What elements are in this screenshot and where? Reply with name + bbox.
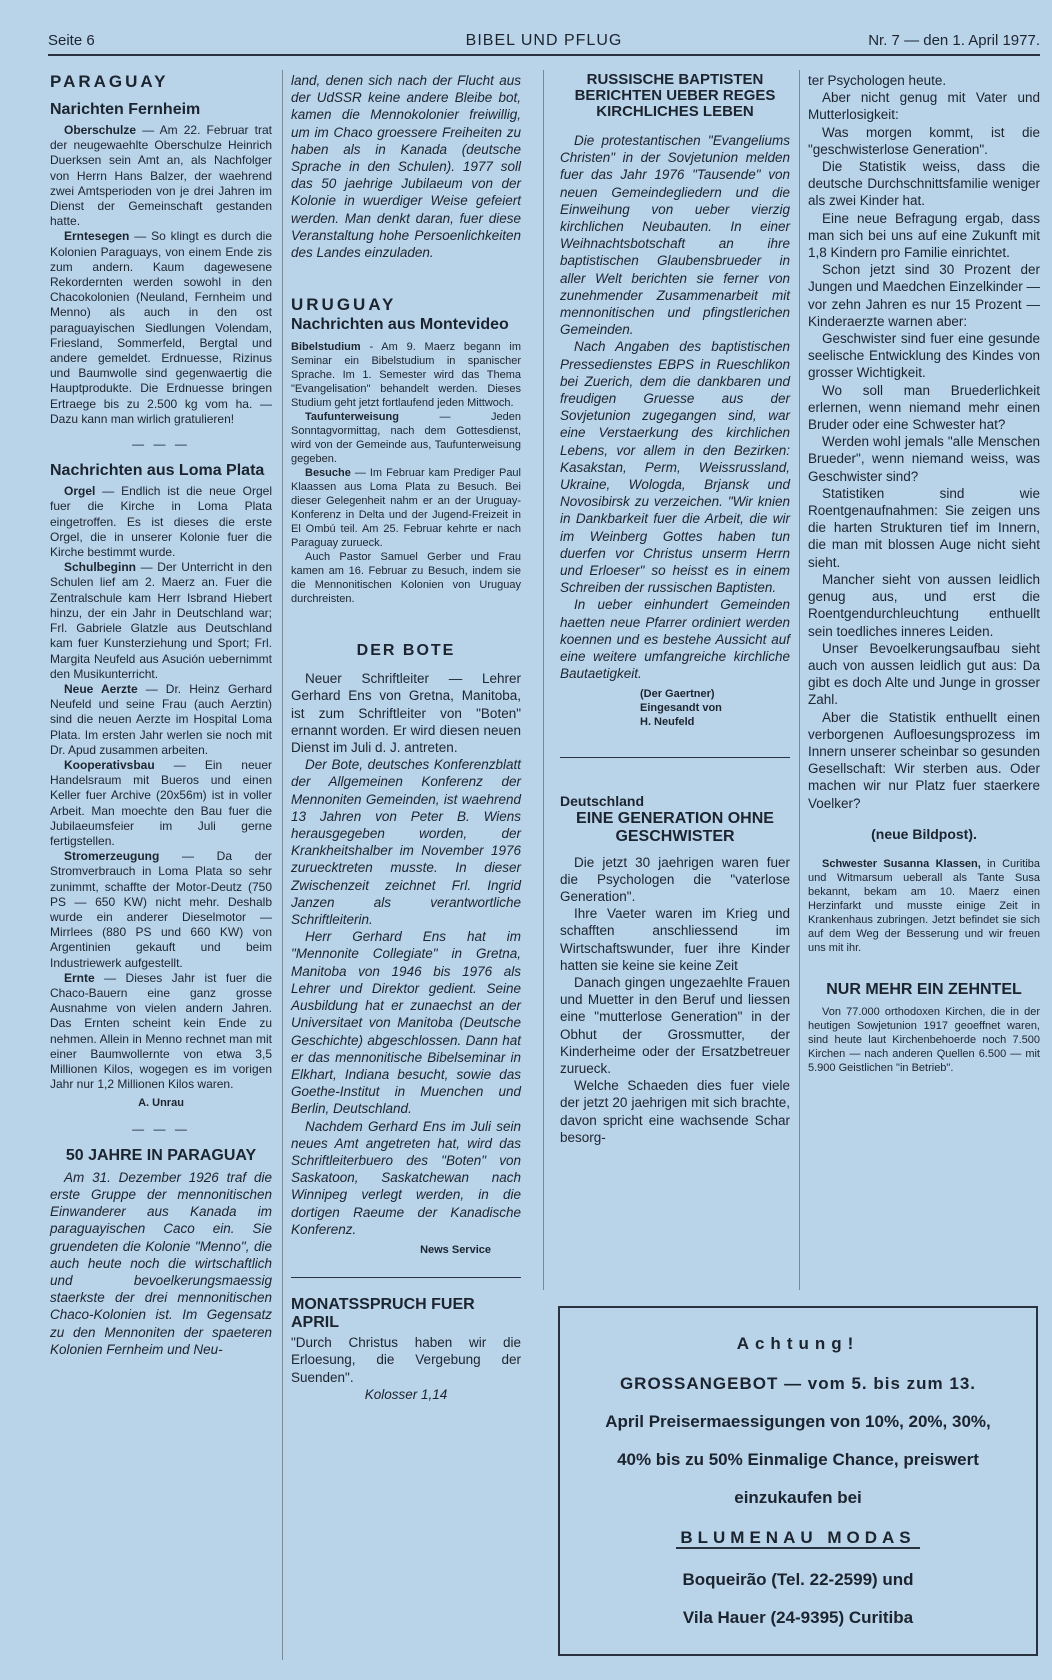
article-paragraph: Auch Pastor Samuel Gerber und Frau kamen am 16. Februar zu Besuch, indem sie die Mennonitischen Kolonien von Uruguay durchreisten.: [291, 551, 521, 606]
source-credit: (Der Gaertner) Eingesandt von H. Neufeld: [640, 687, 722, 728]
article-paragraph: Von 77.000 orthodoxen Kirchen, die in der heutigen Sowjetunion 1917 geoeffnet waren, sind heute laut Kirchenbehoerde noch 7.500 Kirchen — nach anderen Quellen 6.500 — mit 5.900 Geistlichen "in Betrieb".: [808, 1005, 1040, 1074]
page-header: [48, 26, 1040, 56]
article-paragraph: Was morgen kommt, ist die "geschwisterlose Generation".: [808, 124, 1040, 157]
article-paragraph: Herr Gerhard Ens hat im "Mennonite Collegiate" in Gretna, Manitoba von 1946 bis 1976 als Lehrer und Direktor gedient. Seine Ausbildung hat er zunaechst an der Universitaet von Manitoba (Deutsche Geschichte) abgeschlossen. Dann hat er das mennonitische Bibelseminar in Elkhart, Indiana besucht, sowie das Goethe-Institut in Muenchen und Berlin, Deutschland.: [291, 929, 521, 1117]
heading-der-bote: DER BOTE: [356, 642, 456, 660]
article-paragraph: Orgel — Endlich ist die neue Orgel fuer die Kirche in Loma Plata eingetroffen. Es ist dieses die erste Orgel, die in unserer Kolonie fuer die Kirche bestimmt wurde.: [50, 484, 272, 560]
advertisement-box: [558, 1306, 1038, 1656]
column-2: [291, 72, 521, 1403]
article-paragraph: Geschwister sind fuer eine gesunde seelische Entwicklung des Kindes von grosser Wichtigkeit.: [808, 331, 1040, 381]
article-paragraph: In ueber einhundert Gemeinden haetten neue Pfarrer ordiniert werden koennen und es bestehe Aussicht auf eine weitere umfangreiche kirchliche Bautaetigkeit.: [560, 597, 790, 682]
article-paragraph: Schulbeginn — Der Unterricht in den Schulen lief am 2. Maerz an. Fuer die Zentralschule kam Herr Isbrand Hiebert hinzu, der ein Jahr in Deutschland war; Frl. Gabriele Glatzle aus Deutschland kam fuer Kunsterziehung und Sport; Frl. Margita Neufeld aus Asución uebernimmt den Musikunterricht.: [50, 560, 272, 681]
article-paragraph: Der Bote, deutsches Konferenzblatt der Allgemeinen Konferenz der Mennoniten Gemeinden, ist waehrend 13 Jahren von Peter B. Wiens herausgegeben worden, der Krankheitshalber im November 1976 zuruecktreten musste. In dieser Zwischenzeit zeichnet Frl. Ingrid Janzen als verantwortliche Schriftleiterin.: [291, 757, 521, 928]
article-paragraph: Wo soll man Bruederlichkeit erlernen, wenn niemand mehr einen Bruder oder eine Schwester hat?: [808, 382, 1040, 433]
article-paragraph: Welche Schaeden dies fuer viele der jetzt 20 jaehrigen mit sich brachte, davon spricht eine wachsende Schar besorg-: [560, 1078, 790, 1145]
horizontal-rule: [291, 1277, 521, 1278]
news-block: [291, 340, 521, 606]
bible-quote: "Durch Christus haben wir die Erloesung, die Vergebung der Suenden".: [291, 1335, 521, 1385]
article-paragraph: Am 31. Dezember 1926 traf die erste Gruppe der mennonitischen Einwanderer aus Kanada im paraguayischen Caco ein. Sie gruendeten die Kolonie "Menno", die auch heute noch die wirtschaftlich und bevoelkerungsmaessig staerkste der drei mennonitischen Chaco-Kolonien ist. Im Gegensatz zu den Mennoniten der spaeteren Kolonien Fernheim und Neu-: [50, 1169, 272, 1357]
newspaper-title: BIBEL UND PFLUG: [465, 32, 623, 49]
author-signature: A. Unrau: [138, 1097, 184, 1110]
ad-store-name: BLUMENAU MODAS: [560, 1528, 1036, 1548]
article-paragraph: ter Psychologen heute.: [808, 73, 947, 88]
article-paragraph: Statistiken sind wie Roentgenaufnahmen: Sie zeigen uns die harten Strukturen tief im Innern, die man mit blossen Auge nicht sieht sieht.: [808, 485, 1040, 570]
column-4: [808, 72, 1040, 1075]
ad-line: GROSSANGEBOT — vom 5. bis zum 13.: [619, 1374, 977, 1393]
heading-50-jahre: 50 JAHRE IN PARAGUAY: [65, 1146, 257, 1164]
article-paragraph: Erntesegen — So klingt es durch die Kolonien Paraguays, von einem Ende zis zum andern. Kaum dagewesene Rekordernten werden sowohl in den Chacokolonien (Neuland, Fernheim und Menno) als auch in den ost paraguayischen Siedlungen Volendam, Friesland, Sommerfeld, Bergtal und andere gemeldet. Erdnuesse, Rizinus und Baumwolle sind gegenwaertig die Hauptprodukte. Die Erdnuesse bringen Ertraege bis zu 2.500 kg vom ha. — Dazu kann man wirlich gratulieren!: [50, 229, 272, 426]
ad-line: April Preisermaessigungen von 10%, 20%, 30%,: [605, 1412, 991, 1431]
heading-russische-baptisten: RUSSISCHE BAPTISTEN BERICHTEN UEBER REGES KIRCHLICHES LEBEN: [574, 71, 776, 120]
article-paragraph: Besuche — Im Februar kam Prediger Paul Klaassen aus Loma Plata zu Besuch. Bei dieser Gelegenheit nahm er an der Uruguay-Konferenz in Delta und der Jugend-Freizeit in El Ombú teil. Am 25. Februar kehrte er nach Paraguay zurueck.: [291, 467, 521, 550]
section-heading-paraguay: PARAGUAY: [50, 72, 169, 91]
section-heading-uruguay: URUGUAY: [291, 295, 397, 315]
separator: — — —: [132, 437, 190, 452]
article-paragraph: Danach gingen ungezaehlte Frauen und Muetter in den Beruf und liessen eine "mutterlose Generation" in der Obhut der Grossmutter, der Kinderheime oder der Ersatzbetreuer zurueck.: [560, 974, 790, 1076]
issue-date: Nr. 7 — den 1. April 1977.: [868, 32, 1040, 49]
ad-line: Boqueirão (Tel. 22-2599) und: [682, 1570, 914, 1589]
article-paragraph: land, denen sich nach der Flucht aus der UdSSR keine andere Bleibe bot, kamen die Mennokolonier freiwillig, um im Chaco groessere Freiheiten zu haben als in Kanada (deutsche Sprache in den Schulen). 1977 soll das 50 jaehrige Jubilaeum von der Kolonie in wuerdiger Weise gefeiert werden. Man denkt daran, fuer diese Veranstaltung hohe Persoenlichkeiten des Landes einzuladen.: [291, 73, 521, 261]
heading-monatsspruch: MONATSSPRUCH FUER APRIL: [291, 1296, 475, 1332]
column-divider: [799, 70, 800, 1290]
article-paragraph: Stromerzeugung — Da der Stromverbrauch in Loma Plata so sehr zunimmt, schaffte der Motor-Deutz (750 PS — 650 KW) nicht mehr. Deshalb wurde ein anderer Dieselmotor — Mirrlees (880 PS und 660 KW) von Argentinien gekauft und beim Industriewerk aufgestellt.: [50, 849, 272, 970]
article-paragraph: Oberschulze — Am 22. Februar trat der neugewaehlte Oberschulze Heinrich Duerksen sein Amt an, als Nachfolger von Herrn Hans Balzer, der waehrend zwei Amtsperioden von je drei Jahren im Dienst der Gemeinschaft gestanden hatte.: [50, 123, 272, 229]
heading-eine-generation: EINE GENERATION OHNE GESCHWISTER: [576, 809, 774, 845]
subheading-montevideo: Nachrichten aus Montevideo: [291, 316, 509, 334]
ad-line: einzukaufen bei: [734, 1488, 862, 1507]
subheading-loma-plata: Nachrichten aus Loma Plata: [50, 462, 265, 480]
article-paragraph: Kooperativsbau — Ein neuer Handelsraum mit Bueros und einen Keller fuer Archive (20x56m) ist in voller Arbeit. Man moechte den Bau fuer die Jubilaeumsfeier im Juli gerne fertigstellen.: [50, 757, 272, 848]
article-paragraph: Unser Bevoelkerungsaufbau sieht auch von aussen leidlich gut aus: Da gibt es doch Alte und Junge in grosser Zahl.: [808, 640, 1040, 708]
article-paragraph: Nach Angaben des baptistischen Pressedienstes EBPS in Rueschlikon bei Zuerich, dem die dankbaren und freudigen Gruesse aus der Sovjetunion zugegangen sind, war eine Verstaerkung des kirchlichen Lebens, vor allem in den Bezirken: Kasakstan, Perm, Weissrussland, Ukraine, Wologda, Brjansk und Novosibirsk zu verzeichen. "Wir knien in Dankbarkeit fuer die Arbeit, die wir im Weinberg Gottes haben tun duerfen vor Christus unserm Herrn und Erloeser" so heisst es in einem Schreiben der russischen Baptisten.: [560, 339, 790, 596]
article-paragraph: Die protestantischen "Evangeliums Christen" in der Sovjetunion melden fuer das Jahr 1976 "Tausende" von neuen Gemeindegliedern und die Einweihung von ueber vierzig kirchlichen Neubauten. In einer Weihnachtsbotschaft an ihre baptistischen Glaubensbrueder in aller Welt berichten sie ferner von zunehmender Zusammenarbeit mit mennonitischen und pfingstlerichen Gemeinden.: [560, 133, 790, 338]
article-paragraph: Werden wohl jemals "alle Menschen Brueder", wenn niemand weiss, was Geschwister sind?: [808, 434, 1040, 484]
article-paragraph: Aber nicht genug mit Vater und Mutterlosigkeit:: [808, 90, 1040, 123]
column-1: [50, 72, 272, 1358]
article-paragraph: Schwester Susanna Klassen, in Curitiba und Witmarsum ueberall als Tante Susa bekannt, bekam am 10. Maerz einen Herzinfarkt und musste einige Zeit in Krankenhaus zubringen. Jetzt befindet sie sich auf dem Weg der Besserung und wir freuen uns mit ihr.: [808, 857, 1040, 954]
article-paragraph: Nachdem Gerhard Ens im Juli sein neues Amt angetreten hat, wird das Schriftleiterbuero des "Boten" von Saskatoon, Saskatchewan nach Winnipeg verlegt werden, in die dortigen Raeume der Kanadische Konferenz.: [291, 1118, 521, 1237]
article-paragraph: Die jetzt 30 jaehrigen waren fuer die Psychologen die "vaterlose Generation".: [560, 854, 790, 904]
column-3: [560, 72, 790, 1146]
article-paragraph: Bibelstudium - Am 9. Maerz begann im Seminar ein Bibelstudium in spanischer Sprache. Im 1. Semester wird das Thema "Evangelisation" behandelt werden. Dieses Studium geht jetzt fortlaufend jeden Mittwoch.: [291, 341, 521, 410]
article-paragraph: Mancher sieht von aussen leidlich genug aus, und erst die Roentgendurchleuchtung enthuellt sein toedliches inneres Leiden.: [808, 571, 1040, 639]
subheading-fernheim: Narichten Fernheim: [50, 101, 201, 118]
bible-reference: Kolosser 1,14: [364, 1386, 448, 1402]
article-paragraph: Neue Aerzte — Dr. Heinz Gerhard Neufeld und seine Frau (auch Aerztin) sind die neuen Aerzte im Hospital Loma Plata. Im ersten Jahr werlen sie noch mit Dr. Apud zusammen arbeiten.: [50, 681, 272, 757]
source-credit: (neue Bildpost).: [871, 825, 977, 842]
article-paragraph: Die Statistik weiss, dass die deutsche Durchschnittsfamilie weniger als zwei Kinder hat.: [808, 159, 1040, 209]
source-credit: News Service: [420, 1243, 491, 1256]
article-paragraph: Taufunterweisung — Jeden Sonntagvormittag, nach dem Gottesdienst, wird von der Gemeinde aus, Taufunterweisung gegeben.: [291, 411, 521, 466]
article-paragraph: Aber die Statistik enthuellt einen verborgenen Aufloesungsprozess im Innern unserer scheinbar so gesunden Gesellschaft: Wir sterben aus. Oder machen wir nur Platz fuer staerkere Voelker?: [808, 709, 1040, 811]
article-paragraph: Ihre Vaeter waren im Krieg und schafften anschliessend im Wirtschaftswunder, fuer ihre Kinder hatten sie keine sie keine Zeit: [560, 906, 790, 973]
separator: — — —: [132, 1121, 190, 1136]
column-divider: [543, 70, 544, 1290]
column-divider: [282, 70, 283, 1660]
ad-line: Vila Hauer (24-9395) Curitiba: [682, 1608, 914, 1627]
article-paragraph: Neuer Schriftleiter — Lehrer Gerhard Ens von Gretna, Manitoba, ist zum Schriftleiter von "Boten" ernannt worden. Er wird diesen neuen Dienst im Juli d. J. antreten.: [291, 671, 521, 756]
heading-nur-mehr: NUR MEHR EIN ZEHNTEL: [826, 980, 1022, 998]
page-number: Seite 6: [48, 32, 95, 49]
article-paragraph: Eine neue Befragung ergab, dass man sich bei uns auf eine Zukunft mit 1,8 Kindern pro Familie einrichtet.: [808, 210, 1040, 261]
kicker-deutschland: Deutschland: [560, 792, 645, 809]
horizontal-rule: [560, 757, 790, 758]
article-paragraph: Ernte — Dieses Jahr ist fuer die Chaco-Bauern eine ganz grosse Ausnahme von vielen andern Jahren. Das Ernten scheint kein Ende zu nehmen. Allein in Menno rechnet man mit einer Baumwollernte von etwa 3,5 Millionen Kilos, wogegen es im vorigen Jahr nur 1,2 Millionen Kilos waren.: [50, 970, 272, 1092]
article-paragraph: Schon jetzt sind 30 Prozent der Jungen und Maedchen Einzelkinder — vor zehn Jahren es nur 15 Prozent — Kinderaerzte warnen aber:: [808, 262, 1040, 329]
ad-line: 40% bis zu 50% Einmalige Chance, preiswert: [617, 1450, 979, 1469]
ad-line: Achtung!: [736, 1334, 860, 1353]
